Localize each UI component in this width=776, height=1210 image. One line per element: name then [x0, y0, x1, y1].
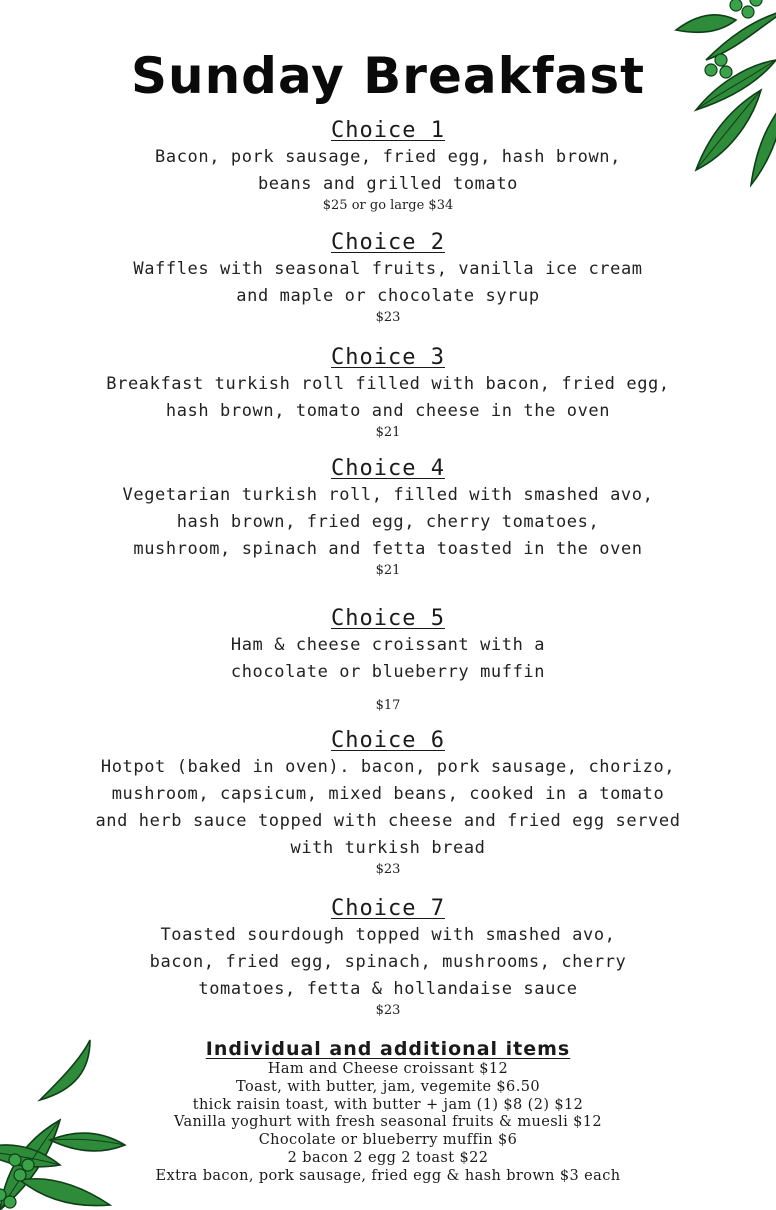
choice-heading: Choice 6: [331, 728, 445, 753]
menu-section-extras: [40, 1037, 736, 1186]
choice-price: $21: [375, 563, 401, 578]
choice-price: $21: [375, 425, 401, 440]
choice-heading: Choice 2: [331, 230, 445, 255]
choice-price: $23: [375, 310, 401, 325]
extras-item: Chocolate or blueberry muffin $6: [258, 1132, 518, 1149]
menu-section-choice-2: [40, 230, 736, 326]
extras-item: thick raisin toast, with butter + jam (1) $8 (2) $12: [192, 1096, 584, 1113]
choice-heading: Choice 5: [331, 606, 445, 631]
extras-item: 2 bacon 2 egg 2 toast $22: [287, 1149, 489, 1166]
extras-item: Toast, with butter, jam, vegemite $6.50: [236, 1078, 540, 1095]
choice-price: $17: [375, 698, 401, 713]
choice-price: $23: [375, 862, 401, 877]
choice-heading: Choice 1: [331, 118, 445, 143]
extras-list: [40, 1061, 736, 1186]
choice-description: Ham & cheese croissant with a chocolate or blueberry muffin: [230, 635, 546, 682]
choice-price: $23: [375, 1003, 401, 1018]
choice-heading: Choice 4: [331, 456, 445, 481]
choice-description: Vegetarian turkish roll, filled with smashed avo, hash brown, fried egg, cherry tomatoes, mushroom, spinach and fetta toasted in the oven: [122, 485, 654, 559]
menu-section-choice-6: [40, 728, 736, 878]
extras-item: Ham and Cheese croissant $12: [267, 1061, 509, 1077]
choice-description: Bacon, pork sausage, fried egg, hash brown, beans and grilled tomato: [155, 147, 621, 194]
choice-heading: Choice 3: [331, 345, 445, 370]
extras-item: Extra bacon, pork sausage, fried egg & hash brown $3 each: [155, 1167, 621, 1184]
menu-section-choice-5: [40, 606, 736, 714]
choice-description: Toasted sourdough topped with smashed avo, bacon, fried egg, spinach, mushrooms, cherry tomatoes, fetta & hollandaise sauce: [149, 925, 627, 999]
menu-section-choice-3: [40, 345, 736, 441]
menu-title: Sunday Breakfast: [130, 47, 646, 105]
extras-item: Vanilla yoghurt with fresh seasonal fruits & muesli $12: [173, 1114, 603, 1131]
menu-section-choice-4: [40, 456, 736, 579]
extras-heading: Individual and additional items: [205, 1038, 571, 1060]
choice-heading: Choice 7: [331, 896, 445, 921]
choice-description: Hotpot (baked in oven). bacon, pork sausage, chorizo, mushroom, capsicum, mixed beans, cooked in a tomato and herb sauce topped with cheese and fried egg served with turkish bread: [95, 757, 681, 858]
choice-description: Breakfast turkish roll filled with bacon, fried egg, hash brown, tomato and cheese in the oven: [106, 374, 670, 421]
menu-section-choice-7: [40, 896, 736, 1019]
choice-description: Waffles with seasonal fruits, vanilla ice cream and maple or chocolate syrup: [133, 259, 643, 306]
choice-price: $25 or go large $34: [322, 198, 454, 213]
menu-section-choice-1: [40, 118, 736, 214]
